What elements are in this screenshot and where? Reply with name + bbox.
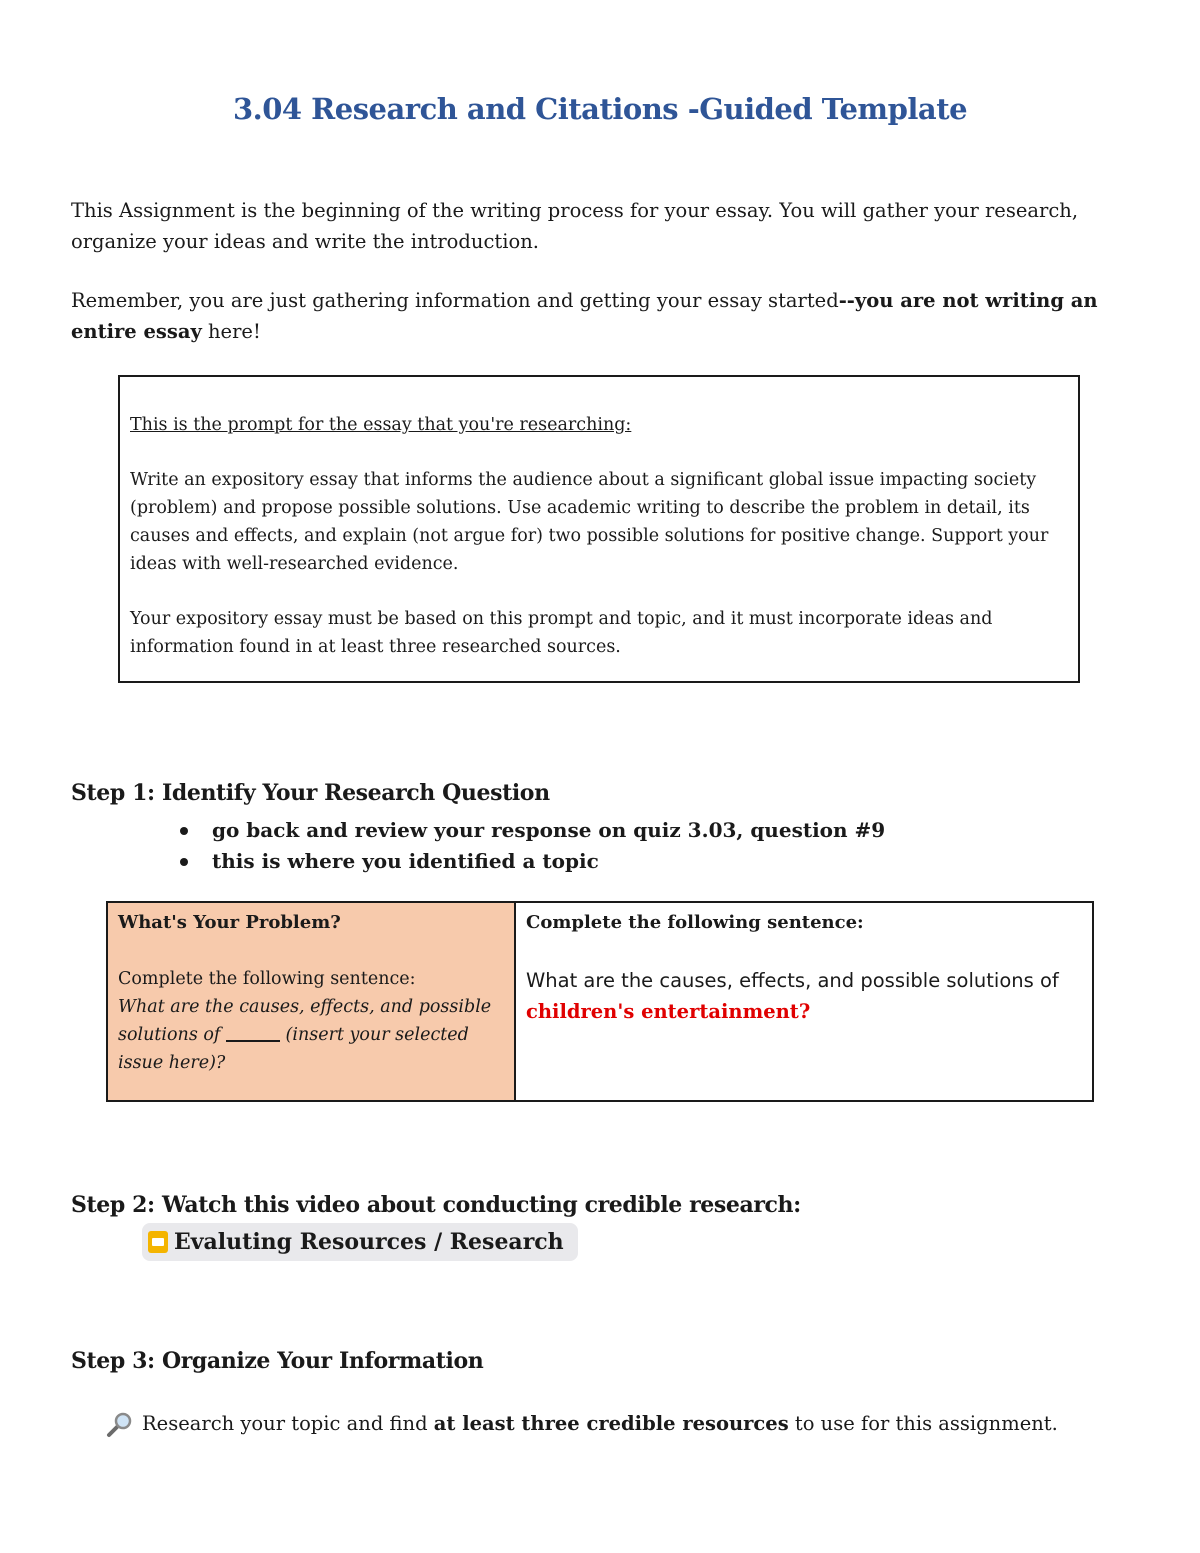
research-bold: at least three credible resources — [433, 1412, 789, 1435]
intro-paragraph: This Assignment is the beginning of the writing process for your essay. You will gather your research, organize your ideas and write the introduction. — [71, 199, 1079, 253]
magnifying-glass-icon — [104, 1408, 142, 1440]
problem-template-b: (insert your selected issue here)? — [118, 1025, 469, 1073]
problem-instructions — [118, 965, 504, 1077]
step1-heading: Step 1: Identify Your Research Question — [71, 780, 550, 806]
document-title: 3.04 Research and Citations -Guided Template — [232, 92, 968, 126]
video-link-label[interactable]: Evaluting Resources / Research — [174, 1229, 564, 1255]
answer-heading: Complete the following sentence: — [526, 912, 864, 933]
step1-bullet-list — [176, 815, 885, 877]
research-question-table — [106, 901, 1094, 1102]
list-item — [176, 846, 885, 877]
answer-topic: children's entertainment? — [526, 1000, 811, 1023]
problem-answer-cell[interactable] — [515, 902, 1093, 1101]
reminder-paragraph — [71, 285, 1131, 347]
bullet-text: go back and review your response on quiz 3.03, question #9 — [212, 818, 886, 842]
essay-prompt-box — [118, 375, 1080, 683]
research-plain: Research your topic and find — [142, 1412, 434, 1435]
list-item — [176, 815, 885, 846]
answer-sentence — [526, 965, 1082, 1027]
research-text — [142, 1408, 1058, 1440]
problem-template-a: What are the causes, effects, and possible solutions of — [118, 997, 492, 1045]
problem-instruction-line: Complete the following sentence: — [118, 969, 416, 989]
bullet-text: this is where you identified a topic — [212, 849, 599, 873]
prompt-requirement: Your expository essay must be based on this prompt and topic, and it must incorporate ideas and information found in at least three researched sources. — [130, 609, 993, 657]
slides-icon — [148, 1231, 168, 1253]
problem-heading: What's Your Problem? — [118, 912, 341, 933]
research-instruction — [104, 1408, 1064, 1440]
reminder-bold-text: --you are not writing an entire essay — [71, 289, 1098, 343]
prompt-heading: This is the prompt for the essay that you're researching: — [130, 415, 632, 435]
blank-line — [226, 1040, 280, 1042]
prompt-body: Write an expository essay that informs the audience about a significant global issue impacting society (problem) and propose possible solutions. Use academic writing to describe the problem in detail, its causes and effects, and explain (not argue for) two possible solutions for positive change. Support your ideas with well-researched evidence. — [130, 470, 1049, 574]
bullet-icon — [180, 827, 188, 835]
reminder-end-text: here! — [201, 320, 261, 343]
step2-heading: Step 2: Watch this video about conducting credible research: — [71, 1192, 801, 1218]
reminder-text: Remember, you are just gathering information and getting your essay started — [71, 289, 839, 312]
step3-heading: Step 3: Organize Your Information — [71, 1348, 484, 1374]
answer-text: What are the causes, effects, and possible solutions of — [526, 969, 1059, 992]
research-end: to use for this assignment. — [788, 1412, 1058, 1435]
video-link-chip[interactable] — [142, 1223, 578, 1261]
problem-instructions-cell — [107, 902, 515, 1101]
bullet-icon — [180, 858, 188, 866]
